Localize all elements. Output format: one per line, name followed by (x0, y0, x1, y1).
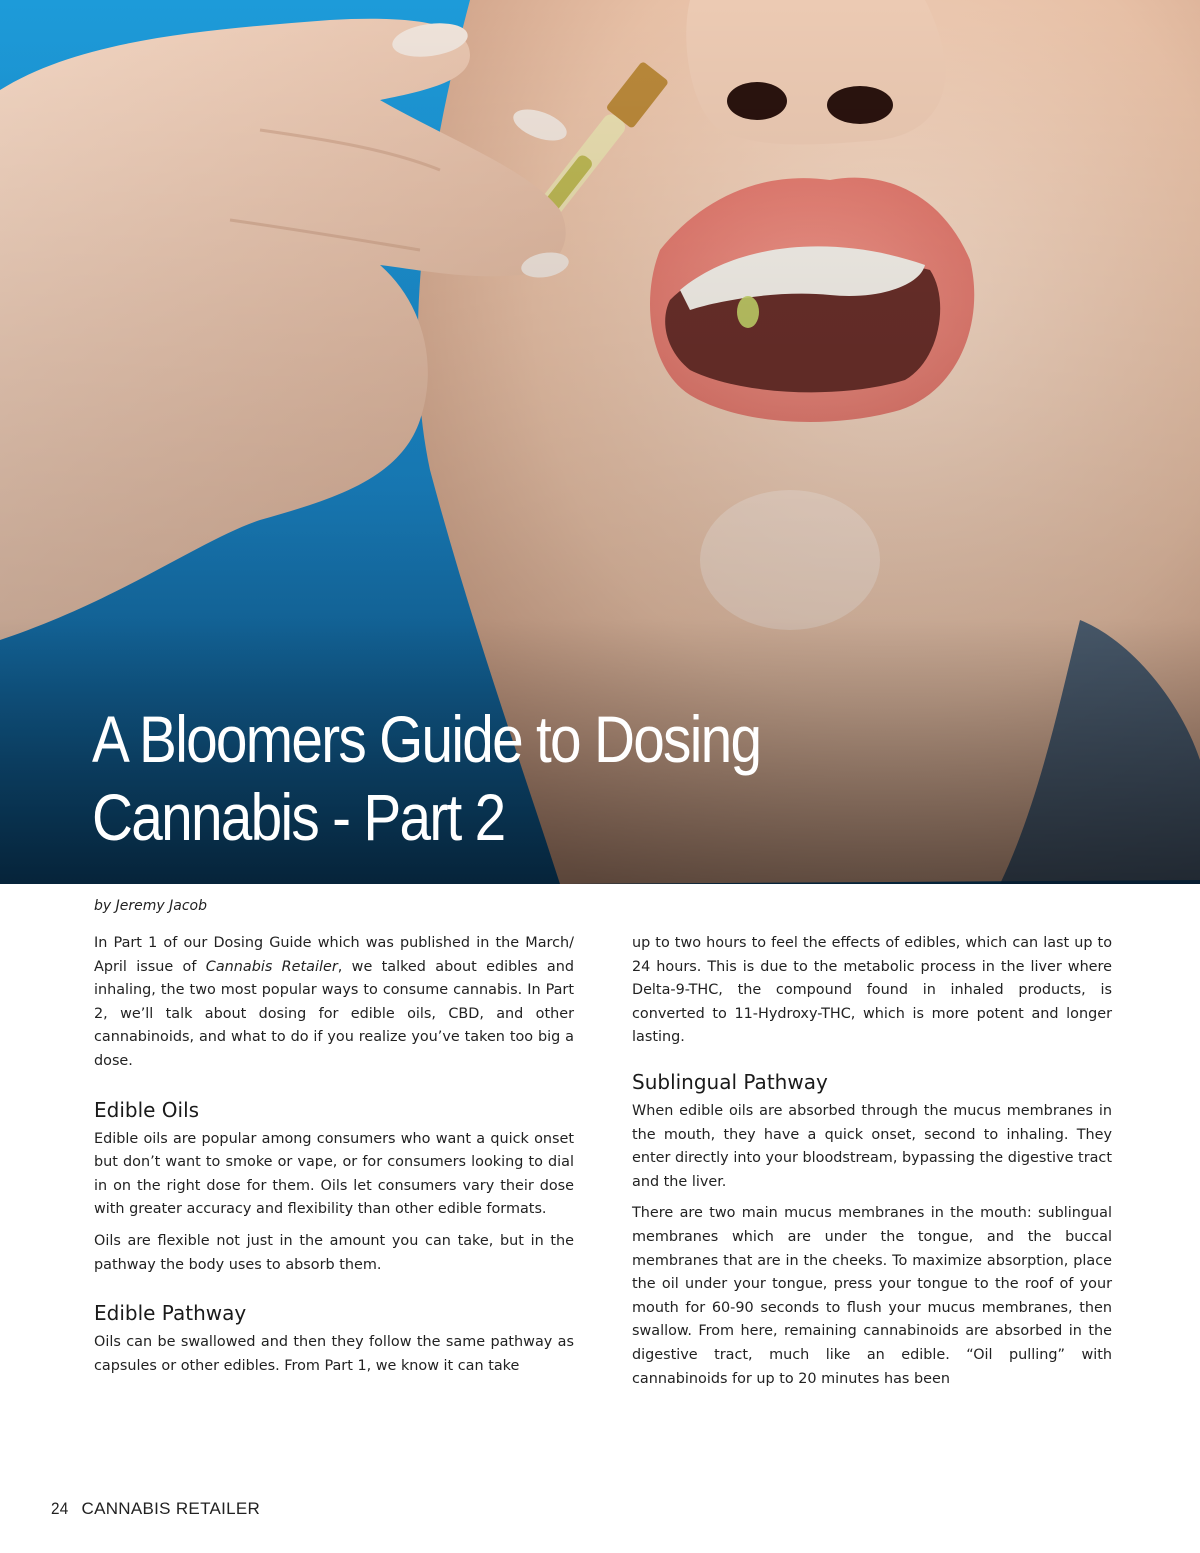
title-line-1: A Bloomers Guide to Dosing (92, 702, 761, 776)
edible-oils-paragraph-2: Oils are flexible not just in the amount you can take, but in the pathway the body uses to absorb them. (94, 1232, 574, 1273)
intro-text-start: In Part 1 of our Dosing Guide which was published in the March/ April issue of (94, 935, 574, 975)
right-column (632, 932, 1112, 1399)
publication-footer: CANNABIS RETAILER (81, 1499, 261, 1518)
publication-name: Cannabis Retailer (205, 958, 338, 975)
heading-edible-pathway: Edible Pathway (94, 1301, 247, 1326)
intro-paragraph (94, 932, 574, 1074)
sublingual-paragraph-1: When edible oils are absorbed through the mucus membranes in the mouth, they have a quick onset, second to inhaling. They enter directly into your bloodstream, bypassing the digestive tract and the liver. (632, 1102, 1112, 1190)
continuation-paragraph: up to two hours to feel the effects of edibles, which can last up to 24 hours. This is due to the metabolic process in the liver where Delta-9-THC, the compound found in inhaled products, is converted to 11-Hydroxy-THC, which is more potent and longer lasting. (632, 935, 1112, 1046)
byline: by Jeremy Jacob (94, 898, 207, 914)
left-column (94, 932, 574, 1386)
edible-oils-paragraph-1: Edible oils are popular among consumers who want a quick onset but don’t want to smoke or vape, or for consumers looking to dial in on the right dose for them. Oils let consumers vary their dose with greater accuracy and flexibility than other edible formats. (94, 1130, 574, 1218)
article-title (92, 700, 866, 856)
page-number: 24 (50, 1499, 69, 1518)
edible-pathway-paragraph: Oils can be swallowed and then they follow the same pathway as capsules or other edibles. From Part 1, we know it can take (94, 1334, 574, 1374)
sublingual-paragraph-2: There are two main mucus membranes in the mouth: sublingual membranes which are under the tongue, and the buccal membranes that are in the cheeks. To maximize absorption, place the oil under your tongue, press your tongue to the roof of your mouth for 60-90 seconds to flush your mucus membranes, then swallow. From here, remaining cannabinoids are absorbed in the digestive tract, much like an edible. “Oil pulling” with cannabinoids for up to 20 minutes has been (632, 1205, 1112, 1387)
page-footer (50, 1499, 260, 1519)
heading-edible-oils: Edible Oils (94, 1097, 200, 1122)
title-line-2: Cannabis - Part 2 (92, 780, 505, 854)
intro-text-end: , we talked about edibles and inhaling, the two most popular ways to consume cannabis. In Part 2, we’ll talk about dosing for edible oils, CBD, and other cannabinoids, and what to do if you realize you’ve taken too big a dose. (94, 958, 574, 1069)
heading-sublingual-pathway: Sublingual Pathway (632, 1069, 828, 1094)
